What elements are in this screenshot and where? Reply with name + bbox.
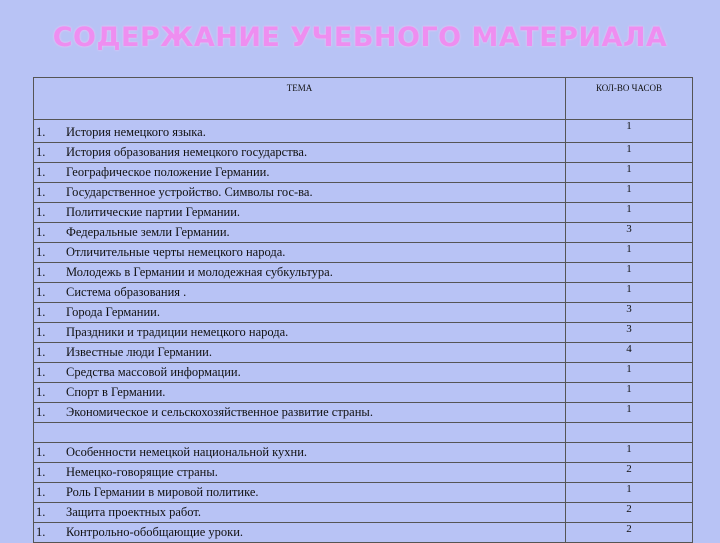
item-number: 1. xyxy=(36,465,46,479)
topic-text: Географическое положение Германии. xyxy=(66,165,270,179)
hours-cell: 3 xyxy=(565,323,692,343)
item-number: 1. xyxy=(36,305,46,319)
topic-cell xyxy=(34,223,566,243)
hours-cell: 1 xyxy=(565,403,692,423)
item-number: 1. xyxy=(36,505,46,519)
topic-text: Города Германии. xyxy=(66,305,161,319)
topic-cell xyxy=(34,503,566,523)
course-table xyxy=(33,77,693,543)
hours-cell: 1 xyxy=(565,163,692,183)
item-number: 1. xyxy=(36,265,46,279)
table-row xyxy=(34,303,693,323)
hours-cell: 1 xyxy=(565,443,692,463)
topic-text: История немецкого языка. xyxy=(66,125,206,139)
topic-text: Экономическое и сельскохозяйственное развитие страны. xyxy=(66,405,373,419)
topic-cell xyxy=(34,363,566,383)
table-row xyxy=(34,183,693,203)
topic-cell xyxy=(34,403,566,423)
topic-cell xyxy=(34,463,566,483)
item-number: 1. xyxy=(36,365,46,379)
hours-cell: 1 xyxy=(565,283,692,303)
topic-cell xyxy=(34,163,566,183)
table-row xyxy=(34,503,693,523)
topic-text: Система образования . xyxy=(66,285,187,299)
topic-text: Защита проектных работ. xyxy=(66,505,202,519)
hours-cell: 1 xyxy=(565,243,692,263)
item-number: 1. xyxy=(36,125,46,139)
topic-text: Молодежь в Германии и молодежная субкультура. xyxy=(66,265,333,279)
table-row xyxy=(34,463,693,483)
item-number: 1. xyxy=(36,285,46,299)
item-number: 1. xyxy=(36,345,46,359)
item-number: 1. xyxy=(36,145,46,159)
table-row xyxy=(34,323,693,343)
item-number: 1. xyxy=(36,245,46,259)
topic-cell xyxy=(34,443,566,463)
hours-cell: 2 xyxy=(565,463,692,483)
hours-cell: 1 xyxy=(565,120,692,143)
table-row xyxy=(34,343,693,363)
item-number: 1. xyxy=(36,165,46,179)
hours-cell: 4 xyxy=(565,343,692,363)
hours-cell: 3 xyxy=(565,303,692,323)
table-row xyxy=(34,283,693,303)
hours-cell: 1 xyxy=(565,383,692,403)
topic-cell xyxy=(34,263,566,283)
item-number: 1. xyxy=(36,525,46,539)
hours-cell: 2 xyxy=(565,523,692,543)
topic-text: Спорт в Германии. xyxy=(66,385,166,399)
table-row xyxy=(34,243,693,263)
table-row xyxy=(34,120,693,143)
topic-text: Средства массовой информации. xyxy=(66,365,241,379)
topic-text: Немецко-говорящие страны. xyxy=(66,465,218,479)
topic-cell xyxy=(34,243,566,263)
spacer-cell xyxy=(34,423,566,443)
topic-cell xyxy=(34,483,566,503)
topic-cell xyxy=(34,383,566,403)
item-number: 1. xyxy=(36,225,46,239)
topic-text: Федеральные земли Германии. xyxy=(66,225,230,239)
hours-cell: 1 xyxy=(565,483,692,503)
topic-text: Отличительные черты немецкого народа. xyxy=(66,245,286,259)
topic-text: Контрольно-обобщающие уроки. xyxy=(66,525,244,539)
hours-cell: 3 xyxy=(565,223,692,243)
table-row xyxy=(34,483,693,503)
hours-cell: 1 xyxy=(565,183,692,203)
hours-cell: 1 xyxy=(565,143,692,163)
table-spacer-row xyxy=(34,423,693,443)
topic-text: Политические партии Германии. xyxy=(66,205,241,219)
table-row xyxy=(34,223,693,243)
topic-text: Роль Германии в мировой политике. xyxy=(66,485,259,499)
table-header-row xyxy=(34,78,693,120)
topic-cell xyxy=(34,323,566,343)
hours-cell: 1 xyxy=(565,203,692,223)
topic-text: Праздники и традиции немецкого народа. xyxy=(66,325,289,339)
topic-text: Известные люди Германии. xyxy=(66,345,212,359)
topic-cell xyxy=(34,283,566,303)
hours-cell: 1 xyxy=(565,263,692,283)
topic-text: История образования немецкого государства. xyxy=(66,145,308,159)
table-row xyxy=(34,203,693,223)
topic-text: Особенности немецкой национальной кухни. xyxy=(66,445,308,459)
item-number: 1. xyxy=(36,385,46,399)
topic-column-header: ТЕМА xyxy=(34,78,566,120)
table-row xyxy=(34,363,693,383)
hours-cell: 2 xyxy=(565,503,692,523)
table-row xyxy=(34,263,693,283)
hours-cell: 1 xyxy=(565,363,692,383)
table-row xyxy=(34,403,693,423)
item-number: 1. xyxy=(36,205,46,219)
topic-cell xyxy=(34,120,566,143)
item-number: 1. xyxy=(36,325,46,339)
topic-text: Государственное устройство. Символы гос-ва. xyxy=(66,185,313,199)
hours-column-header: КОЛ-ВО ЧАСОВ xyxy=(565,78,692,120)
table-row xyxy=(34,383,693,403)
item-number: 1. xyxy=(36,485,46,499)
item-number: 1. xyxy=(36,405,46,419)
table-row xyxy=(34,443,693,463)
topic-cell xyxy=(34,203,566,223)
topic-cell xyxy=(34,343,566,363)
table-row xyxy=(34,163,693,183)
topic-cell xyxy=(34,143,566,163)
item-number: 1. xyxy=(36,185,46,199)
topic-cell xyxy=(34,303,566,323)
table-row xyxy=(34,143,693,163)
item-number: 1. xyxy=(36,445,46,459)
spacer-cell xyxy=(565,423,692,443)
topic-cell xyxy=(34,183,566,203)
page-title: СОДЕРЖАНИЕ УЧЕБНОГО МАТЕРИАЛА xyxy=(52,22,668,53)
